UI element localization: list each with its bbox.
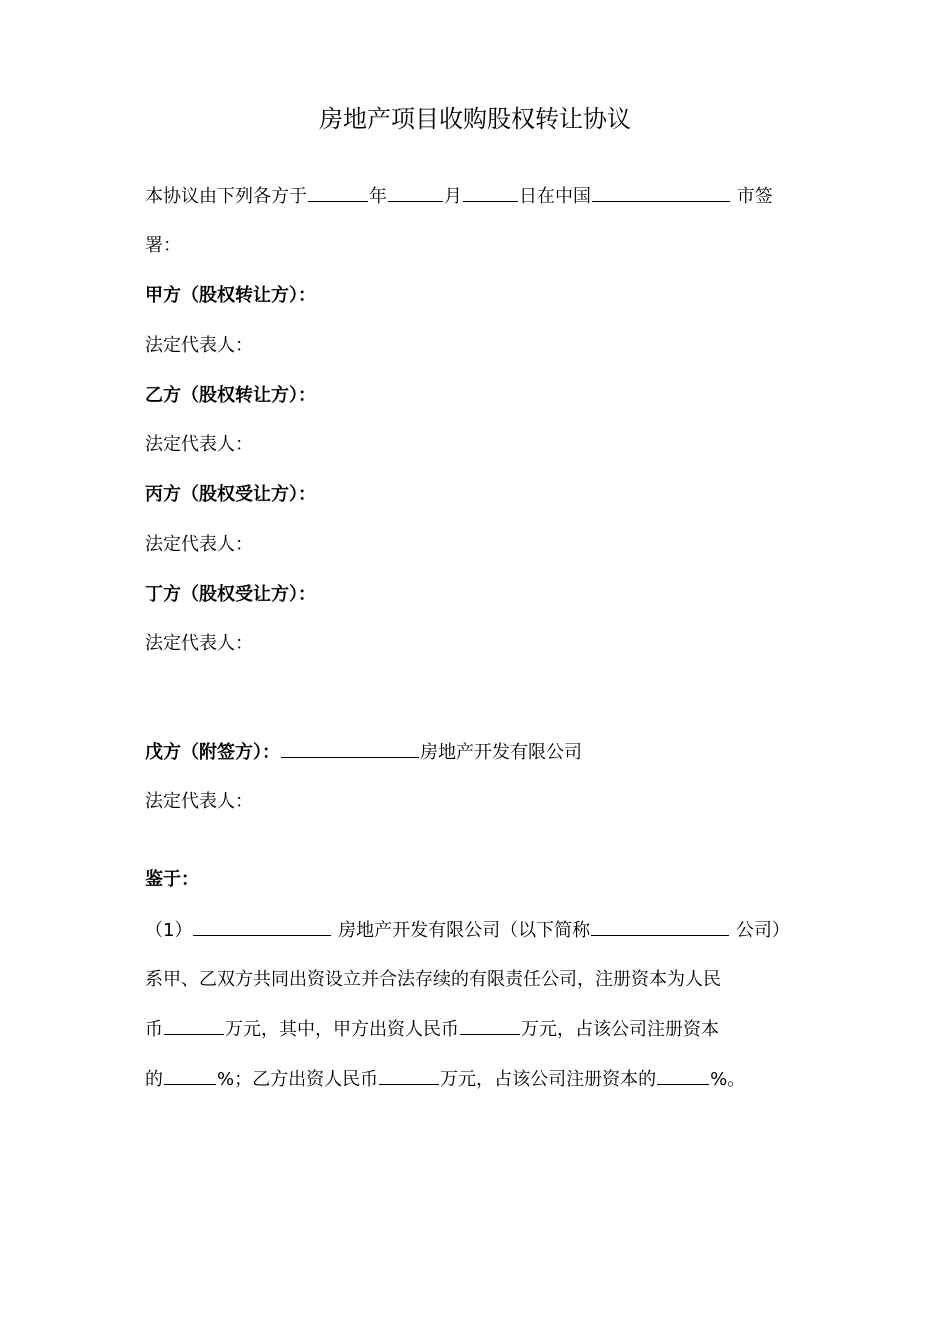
year-label: 年 — [369, 186, 387, 207]
intro-line-1 — [145, 183, 773, 210]
party-a-capital-text: 万元，其中，甲方出资人民币 — [225, 1019, 459, 1040]
party-a-share-text: 万元，占该公司注册资本 — [521, 1019, 719, 1040]
company-short-text: 公司） — [730, 920, 790, 941]
party-a-rep: 法定代表人： — [145, 335, 253, 356]
month-blank[interactable] — [388, 183, 443, 202]
party-a-label: 甲方（股权转让方）： — [145, 285, 316, 306]
party-b-percent-blank[interactable] — [657, 1066, 709, 1085]
whereas-line-4 — [145, 1066, 745, 1093]
of-text: 的 — [145, 1069, 163, 1090]
whereas-heading: 鉴于： — [145, 869, 199, 890]
party-a-percent-blank[interactable] — [164, 1066, 216, 1085]
party-e-company-blank[interactable] — [281, 739, 419, 758]
city-blank[interactable] — [592, 183, 730, 202]
party-b-share-text: 万元，占该公司注册资本的 — [440, 1069, 657, 1090]
clause-number: （1） — [145, 920, 193, 941]
currency-text: 币 — [145, 1019, 163, 1040]
party-d-label: 丁方（股权受让方）： — [145, 584, 316, 605]
day-blank[interactable] — [463, 183, 518, 202]
party-b-rep: 法定代表人： — [145, 434, 253, 455]
whereas-line-3 — [145, 1016, 719, 1043]
day-label: 日在中国 — [519, 186, 591, 207]
party-d-rep: 法定代表人： — [145, 633, 253, 654]
whereas-line-1 — [145, 917, 790, 944]
document-title: 房地产项目收购股权转让协议 — [319, 105, 631, 133]
year-blank[interactable] — [308, 183, 368, 202]
party-b-label: 乙方（股权转让方）： — [145, 385, 316, 406]
party-c-label: 丙方（股权受让方）： — [145, 484, 316, 505]
city-label: 市签 — [731, 186, 773, 207]
party-b-capital-blank[interactable] — [379, 1066, 439, 1085]
month-label: 月 — [444, 186, 462, 207]
party-b-capital-text: %；乙方出资人民币 — [217, 1069, 379, 1090]
company-short-blank[interactable] — [591, 917, 729, 936]
company-name-blank[interactable] — [193, 917, 331, 936]
party-c-rep: 法定代表人： — [145, 534, 253, 555]
party-e-label: 戊方（附签方）： — [145, 742, 280, 763]
whereas-line-2: 系甲、乙双方共同出资设立并合法存续的有限责任公司，注册资本为人民 — [145, 969, 721, 990]
intro-text: 本协议由下列各方于 — [145, 186, 307, 207]
percent-end-text: %。 — [710, 1069, 746, 1090]
party-a-capital-blank[interactable] — [460, 1016, 520, 1035]
company-text: 房地产开发有限公司（以下简称 — [332, 920, 591, 941]
capital-blank[interactable] — [164, 1016, 224, 1035]
party-e-line — [145, 739, 582, 766]
intro-line-2: 署： — [145, 235, 181, 256]
party-e-rep: 法定代表人： — [145, 791, 253, 812]
party-e-company: 房地产开发有限公司 — [420, 742, 582, 763]
